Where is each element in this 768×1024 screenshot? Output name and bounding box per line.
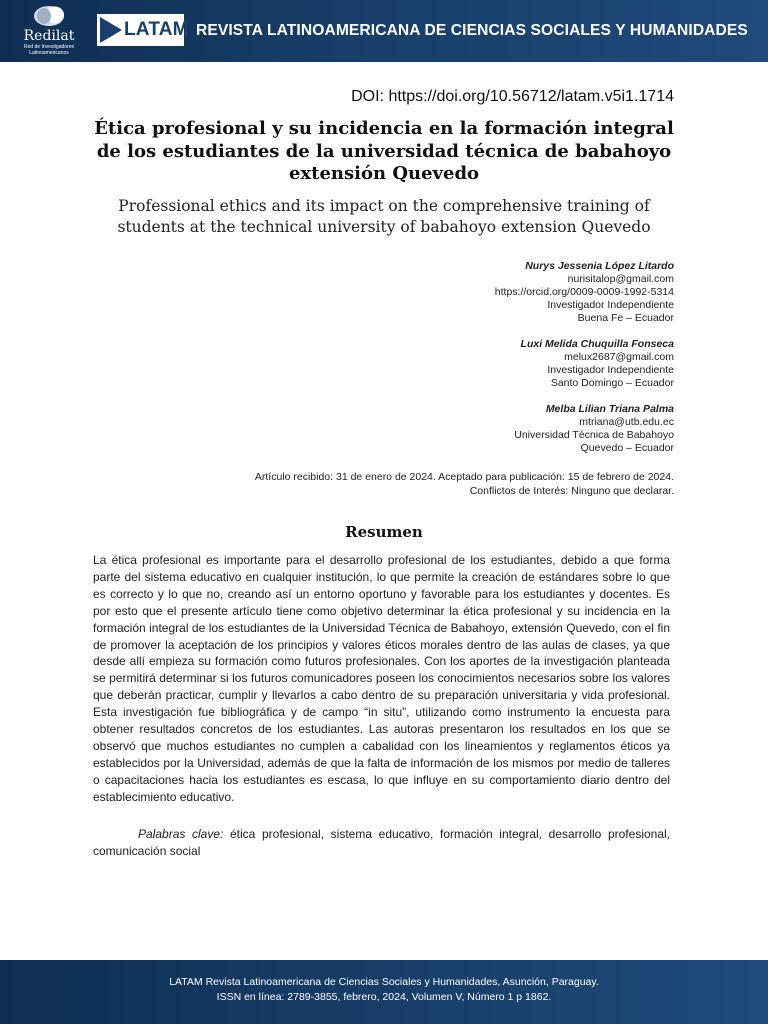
author-affiliation: Investigador Independiente xyxy=(547,364,674,376)
redilat-subtitle: Red de Investigadores Latinoamericanos xyxy=(23,44,75,56)
footer-issn: ISSN en línea: 2789-3855, febrero, 2024, Volumen V, Número 1 p 1862. xyxy=(216,991,552,1003)
author-affiliation: Investigador Independiente xyxy=(547,299,674,311)
abstract-heading: Resumen xyxy=(345,523,423,541)
keywords-label: Palabras clave: xyxy=(138,827,224,841)
author-entry xyxy=(274,403,674,455)
author-location: Buena Fe – Ecuador xyxy=(577,312,674,324)
doi-link[interactable]: DOI: https://doi.org/10.56712/latam.v5i1.1714 xyxy=(351,88,674,105)
journal-header xyxy=(0,0,768,62)
conflicts-statement: Conflictos de Interés: Ninguno que declarar. xyxy=(469,485,674,497)
author-email[interactable]: nurisitalop@gmail.com xyxy=(567,273,674,285)
author-email[interactable]: melux2687@gmail.com xyxy=(564,351,674,363)
keywords-list: ética profesional, sistema educativo, formación integral, desarrollo profesional, comunicación social xyxy=(93,827,671,858)
article-dates xyxy=(114,470,674,498)
journal-footer xyxy=(0,960,768,1024)
author-email[interactable]: mtriana@utb.edu.ec xyxy=(579,416,674,428)
author-name: Nurys Jessenia López Litardo xyxy=(525,260,674,272)
author-location: Santo Domingo – Ecuador xyxy=(550,377,674,389)
author-block xyxy=(274,260,674,468)
author-entry xyxy=(274,338,674,390)
journal-title: REVISTA LATINOAMERICANA DE CIENCIAS SOCIALES Y HUMANIDADES xyxy=(196,22,748,39)
abstract-text: La ética profesional es importante para el desarrollo profesional de los estudiantes, debido a que forma parte del sistema educativo en cualquier institución, lo que permite la creación de estándares sobre lo que es correcto y lo que no, creando así un entorno oportuno y favorable para los estudiantes y docentes. Es por esto que el presente artículo tiene como objetivo determinar la ética profesional y su incidencia en la formación integral de los estudiantes de la Universidad Técnica de Babahoyo, extensión Quevedo, con el fin de promover la aceptación de los principios y valores éticos morales dentro de las aulas de clases, ya que desde allí empieza su formación como futuros profesionales. Con los aportes de la investigación planteada se permitirá determinar si los futuros comunicadores poseen los conocimientos necesarios sobre los valores que deberán practicar, cumplir y llevarlos a cabo dentro de su preparación universitaria y vida profesional. Esta investigación fue bibliográfica y de campo “in situ”, utilizando como instrumento la encuesta para obtener resultados concretos de los estudiantes. Las autoras presentaron los resultados en los que se observó que muchos estudiantes no cumplen a cabalidad con los lineamientos y reglamentos éticos ya establecidos por la Universidad, además de que la falta de información de los mismos por medio de talleres o capacitaciones hacia los estudiantes es escasa, lo que influye en su comportamiento diario dentro del establecimiento educativo. xyxy=(93,553,670,804)
latam-logo xyxy=(97,14,189,46)
author-affiliation: Universidad Técnica de Babahoyo xyxy=(514,429,674,441)
keywords xyxy=(93,826,670,860)
author-name: Melba Lilian Triana Palma xyxy=(545,403,674,415)
author-orcid[interactable]: https://orcid.org/0009-0009-1992-5314 xyxy=(494,286,674,298)
author-name: Luxi Melida Chuquilla Fonseca xyxy=(520,338,674,350)
article-title-en: Professional ethics and its impact on the comprehensive training of students at the technical university of babahoyo extension Quevedo xyxy=(117,197,651,236)
author-location: Quevedo – Ecuador xyxy=(580,442,674,454)
globe-icon xyxy=(30,4,68,28)
article-title-es: Ética profesional y su incidencia en la formación integral de los estudiantes de la universidad técnica de babahoyo extensión Quevedo xyxy=(94,118,674,184)
author-entry xyxy=(274,260,674,325)
redilat-logo xyxy=(14,4,84,60)
latam-logo-text: LATAM xyxy=(124,19,189,40)
footer-citation: LATAM Revista Latinoamericana de Ciencias Sociales y Humanidades, Asunción, Paraguay. xyxy=(169,976,599,988)
redilat-name: Redilat xyxy=(23,28,75,44)
received-dates: Artículo recibido: 31 de enero de 2024. Aceptado para publicación: 15 de febrero de 2024. xyxy=(254,471,674,483)
play-arrow-icon xyxy=(100,17,122,43)
